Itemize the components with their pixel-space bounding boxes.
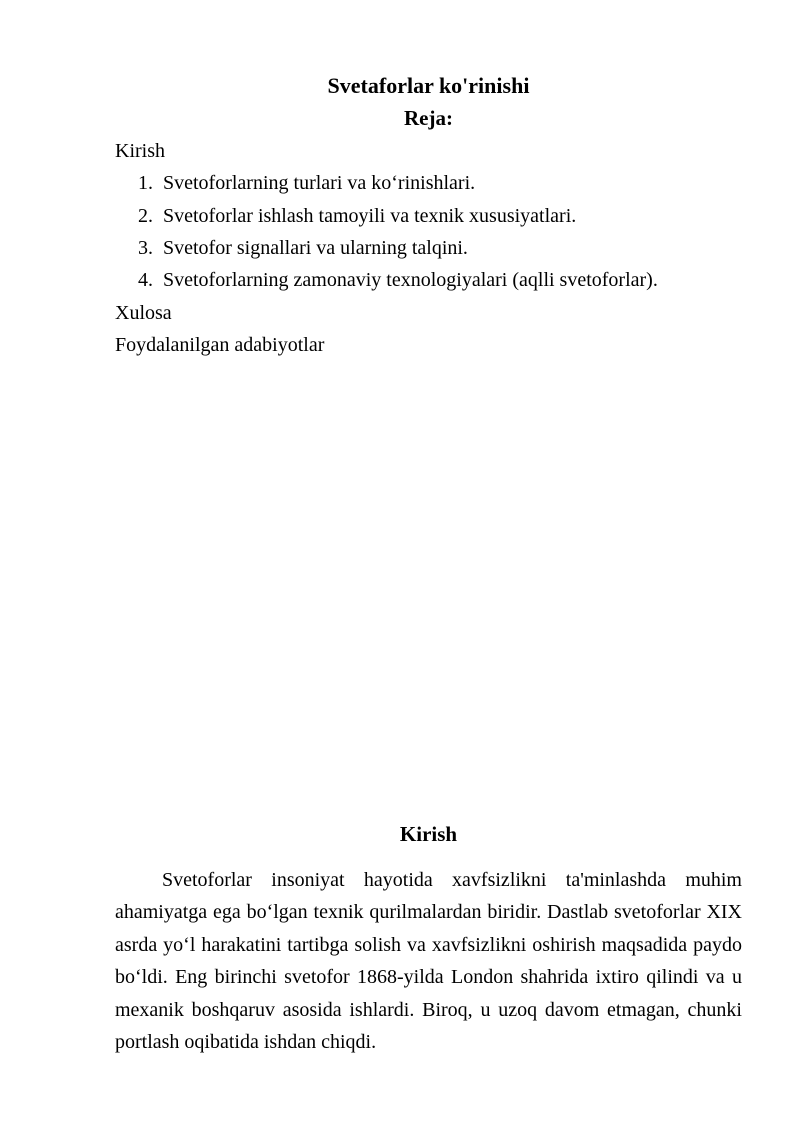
outline-item-2-text: Svetoforlar ishlash tamoyili va texnik xususiyatlari.	[163, 204, 577, 227]
outline-conclusion-label: Xulosa	[115, 301, 172, 324]
outline-item-1	[115, 167, 742, 199]
section-heading-kirish: Kirish	[399, 821, 458, 846]
outline-item-4	[115, 264, 742, 296]
intro-paragraph: Svetoforlar insoniyat hayotida xavfsizlikni ta'minlashda muhim ahamiyatga ega boʻlgan texnik qurilmalardan biridir. Dastlab svetoforlar XIX asrda yoʻl harakatini tartibga solish va xavfsizlikni oshirish maqsadida paydo boʻldi. Eng birinchi svetofor 1868-yilda London shahrida ixtiro qilindi va u mexanik boshqaruv asosida ishlardi. Biroq, u uzoq davom etmagan, chunki portlash oqibatida ishdan chiqdi.	[115, 869, 742, 1054]
outline-item-3-text: Svetofor signallari va ularning talqini.	[163, 237, 468, 260]
outline-item-4-text: Svetoforlarning zamonaviy texnologiyalari (aqlli svetoforlar).	[163, 269, 658, 292]
document-title: Svetaforlar ko'rinishi	[327, 73, 530, 98]
outline-references-label: Foydalanilgan adabiyotlar	[115, 334, 325, 357]
outline-item-2	[115, 200, 742, 232]
outline-item-3-number: 3.	[138, 237, 153, 260]
outline-item-3	[115, 232, 742, 264]
outline-intro-label: Kirish	[115, 139, 165, 162]
outline-item-4-number: 4.	[138, 269, 153, 292]
outline-item-2-number: 2.	[138, 204, 153, 227]
plan-heading: Reja:	[404, 106, 453, 131]
outline-item-1-number: 1.	[138, 172, 153, 195]
outline-item-1-text: Svetoforlarning turlari va koʻrinishlari.	[163, 172, 476, 195]
